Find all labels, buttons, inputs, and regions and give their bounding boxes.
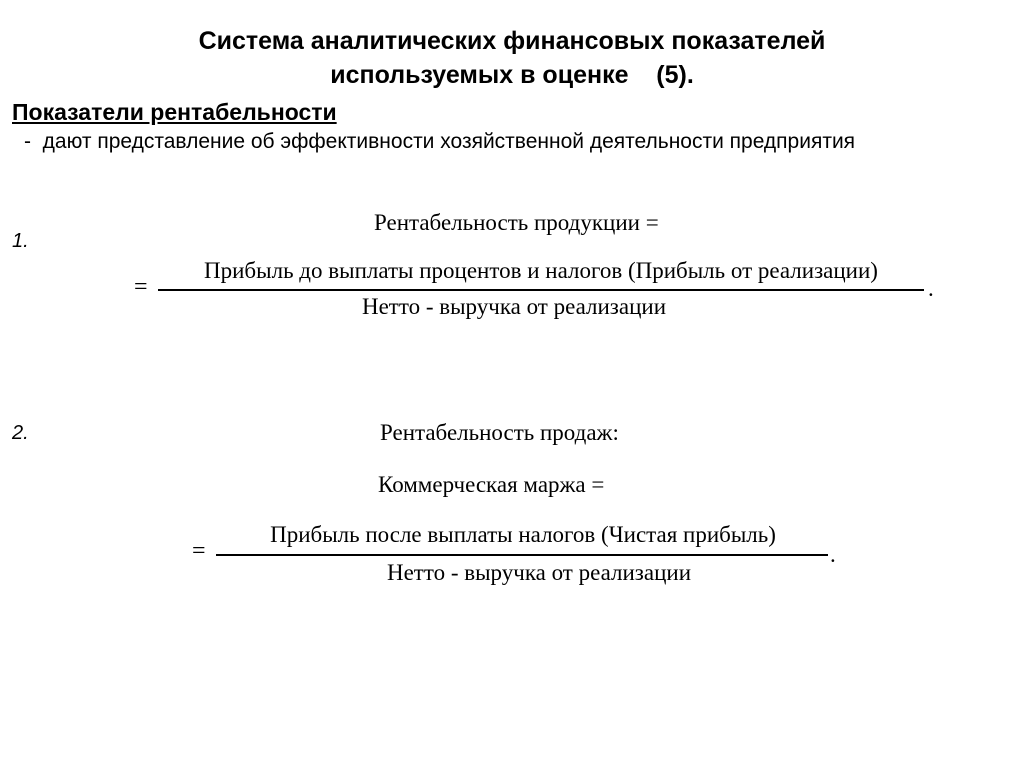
page-title (0, 24, 1024, 92)
formula-1-equals-sign: = (134, 274, 148, 300)
formula-2-label: Коммерческая маржа = (378, 472, 605, 497)
formula-1-denominator: Нетто - выручка от реализации (361, 294, 667, 319)
formula-2-denominator: Нетто - выручка от реализации (386, 560, 692, 585)
page-title-line-1: Система аналитических финансовых показателей (198, 27, 826, 55)
formula-2-number: 2. (12, 422, 29, 444)
section-heading: Показатели рентабельности (12, 99, 337, 125)
section-subtitle: - дают представление об эффективности хозяйственной деятельности предприятия (24, 130, 856, 153)
formula-1-label: Рентабельность продукции = (374, 210, 659, 235)
formula-2-equals-sign: = (192, 538, 206, 564)
formula-2-numerator: Прибыль после выплаты налогов (Чистая прибыль) (270, 522, 776, 547)
formula-1-numerator: Прибыль до выплаты процентов и налогов (Прибыль от реализации) (204, 258, 878, 283)
formula-1-fraction-bar (158, 289, 924, 291)
formula-2-heading: Рентабельность продаж: (380, 420, 619, 445)
page-title-line-2: используемых в оценке (5). (330, 61, 694, 89)
formula-1-period: . (928, 276, 934, 301)
formula-2-fraction-bar (216, 554, 828, 556)
formula-2-period: . (830, 542, 836, 567)
formula-1-number: 1. (12, 230, 29, 252)
